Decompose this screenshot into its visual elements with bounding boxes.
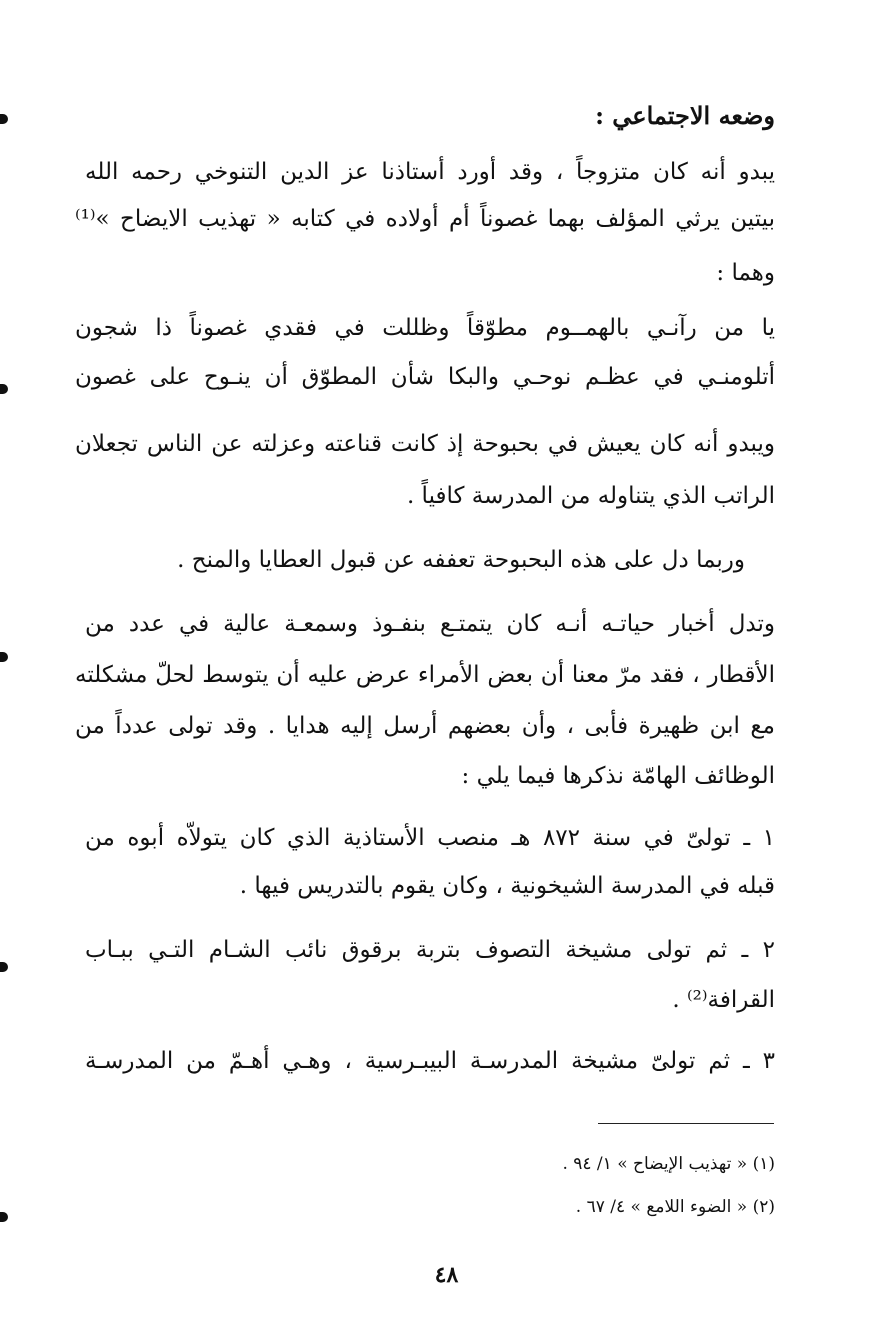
text-line: الوظائف الهامّة نذكرها فيما يلي : <box>461 763 775 789</box>
text-line: مع ابن ظهيرة فأبى ، وأن بعضهم أرسل إليه هدايا . وقد تولى عدداً من <box>75 713 775 739</box>
text-line: وهما : <box>716 260 775 286</box>
list-item: ١ ـ تولىّ في سنة ٨٧٢ هـ منصب الأستاذية الذي كان يتولاّه أبوه من <box>85 825 775 851</box>
section-heading: وضعه الاجتماعي : <box>595 101 775 130</box>
poem-line: أتلومنـي في عظـم نوحـي والبكا شأن المطوّق أن ينـوح على غصون <box>75 364 775 390</box>
page-number: ٤٨ <box>434 1262 459 1288</box>
footnote: (١) « تهذيب الإيضاح » ١/ ٩٤ . <box>562 1154 775 1174</box>
text-line: الراتب الذي يتناوله من المدرسة كافياً . <box>406 483 775 509</box>
text-line: يبدو أنه كان متزوجاً ، وقد أورد أستاذنا عز الدين التنوخي رحمه الله <box>85 159 775 185</box>
poem-line: يا من رآنـي بالهمــوم مطوّقاً وظللت في فقدي غصوناً ذا شجون <box>75 315 775 341</box>
text-line: قبله في المدرسة الشيخونية ، وكان يقوم بالتدريس فيها . <box>239 873 775 899</box>
list-item: ٢ ـ ثم تولى مشيخة التصوف بتربة برقوق نائب الشـام التـي ببـاب <box>85 937 775 963</box>
footnote: (٢) « الضوء اللامع » ٤/ ٦٧ . <box>575 1197 775 1217</box>
list-item: ٣ ـ ثم تولىّ مشيخة المدرسـة البيبـرسية ، وهـي أهـمّ من المدرسـة <box>85 1048 775 1074</box>
text-line: وتدل أخبار حياتـه أنـه كان يتمتـع بنفـوذ وسمعـة عالية في عدد من <box>85 611 775 637</box>
text-line: بيتين يرثي المؤلف بهما غصوناً أم أولاده في كتابه « تهذيب الايضاح »⁽¹⁾ <box>75 206 775 232</box>
text-line: الأقطار ، فقد مرّ معنا أن بعض الأمراء عرض عليه أن يتوسط لحلّ مشكلته <box>75 662 775 688</box>
text-line: ويبدو أنه كان يعيش في بحبوحة إذ كانت قناعته وعزلته عن الناس تجعلان <box>75 431 775 457</box>
text-line: القرافة⁽²⁾ . <box>672 987 775 1013</box>
text-line: وربما دل على هذه البحبوحة تعففه عن قبول العطايا والمنح . <box>177 547 745 573</box>
footnote-rule <box>598 1123 774 1124</box>
